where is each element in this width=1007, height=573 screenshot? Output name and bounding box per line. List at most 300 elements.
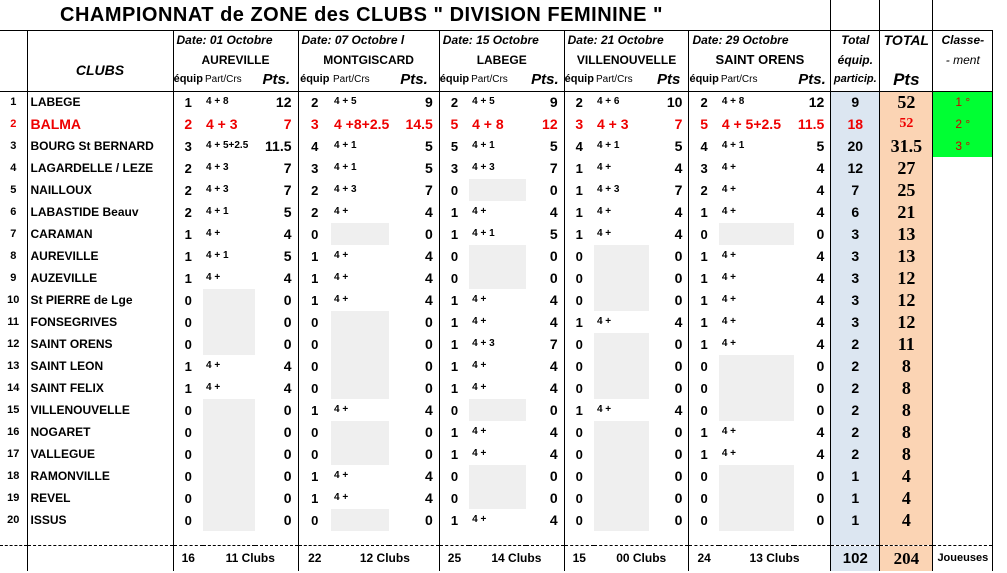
table-row: [0, 157, 993, 179]
equip-cell: 0: [575, 358, 583, 374]
table-row: [0, 245, 993, 267]
club-name: SAINT LEON: [27, 355, 173, 377]
total-equip-cell: 2: [831, 355, 880, 377]
pts-cell: 12: [255, 91, 298, 113]
total-equip-cell: 1: [831, 487, 880, 509]
pts-cell: 0: [649, 509, 689, 531]
pts-cell: 4: [389, 399, 439, 421]
pts-cell: 11.5: [794, 113, 831, 135]
clubs-header: CLUBS: [27, 50, 173, 91]
total-pts-cell: 4: [880, 509, 933, 531]
equip-cell: 0: [450, 402, 459, 418]
equip-cell: 0: [311, 358, 319, 374]
location-2: MONTGISCARD: [298, 50, 439, 69]
equip-cell: 1: [700, 270, 708, 286]
pts-cell: 4: [526, 421, 564, 443]
partcrs-cell: [719, 377, 794, 399]
pts-cell: 9: [526, 91, 564, 113]
footer-participants: 15: [572, 551, 586, 566]
total-equip-cell: 3: [831, 267, 880, 289]
partcrs-cell: 4 +: [472, 448, 487, 459]
pts-cell: 4: [389, 201, 439, 223]
partcrs-cell: 4 +: [721, 316, 736, 327]
equip-cell: 1: [450, 512, 459, 528]
pts-cell: 0: [649, 487, 689, 509]
pts-cell: 4: [794, 267, 831, 289]
equip-cell: 2: [311, 182, 319, 198]
pts-cell: 4: [649, 311, 689, 333]
partcrs-cell: [203, 487, 255, 509]
partcrs-cell: [594, 509, 649, 531]
pts-cell: 4: [255, 355, 298, 377]
partcrs-cell: 4 +: [721, 250, 736, 261]
club-name: SAINT FELIX: [27, 377, 173, 399]
equip-cell: 1: [184, 94, 192, 110]
partcrs-cell: 4 + 3: [472, 338, 495, 349]
club-name: NOGARET: [27, 421, 173, 443]
equip-cell: 1: [575, 182, 583, 198]
partcrs-cell: [719, 399, 794, 421]
pts-cell: 4: [794, 245, 831, 267]
partcrs-cell: [331, 443, 389, 465]
classement-cell: 1 °: [933, 91, 993, 113]
partcrs-cell: [203, 509, 255, 531]
partcrs-cell: 4 +: [596, 162, 612, 173]
table-row: [0, 91, 993, 113]
classement-cell: [933, 421, 993, 443]
pts-cell: 12: [794, 91, 831, 113]
total-pts-cell: 4: [880, 465, 933, 487]
partcrs-cell: 4 + 3: [596, 116, 629, 132]
equip-cell: 1: [450, 446, 459, 462]
equip-cell: 0: [575, 270, 583, 286]
pts-cell: 0: [649, 333, 689, 355]
club-name: REVEL: [27, 487, 173, 509]
partcrs-cell: 4 + 1: [334, 162, 357, 173]
footer-total: 102: [831, 545, 880, 571]
pts-cell: 0: [389, 223, 439, 245]
partcrs-cell: [594, 443, 649, 465]
classement-cell: 2 °: [933, 113, 993, 135]
pts-cell: 7: [255, 179, 298, 201]
total-pts-cell: 31.5: [880, 135, 933, 157]
pts-cell: 4: [255, 223, 298, 245]
total-equip-cell: 2: [831, 421, 880, 443]
partcrs-cell: [594, 421, 649, 443]
pts-cell: 0: [794, 465, 831, 487]
pts-cell: 4: [526, 201, 564, 223]
pts-cell: 4: [794, 421, 831, 443]
rank-cell: 15: [0, 399, 27, 421]
total-pts-cell: 11: [880, 333, 933, 355]
total-equip-cell: 3: [831, 245, 880, 267]
partcrs-cell: [331, 355, 389, 377]
partcrs-cell: 4 + 5: [334, 96, 357, 108]
equip-cell: 1: [184, 248, 192, 264]
equip-cell: 1: [575, 402, 583, 418]
partcrs-cell: [594, 289, 649, 311]
total-equip-cell: 3: [831, 311, 880, 333]
equip-cell: 2: [311, 204, 319, 220]
partcrs-cell: [331, 223, 389, 245]
partcrs-cell: 4 + 1: [334, 140, 357, 151]
partcrs-cell: 4 + 3: [206, 162, 229, 173]
pts-cell: 4: [526, 443, 564, 465]
partcrs-cell: [719, 509, 794, 531]
pts-cell: 4: [649, 399, 689, 421]
rank-cell: 20: [0, 509, 27, 531]
footer-clubs: 00 Clubs: [594, 545, 689, 571]
rank-cell: 1: [0, 91, 27, 113]
total-pts-cell: 13: [880, 245, 933, 267]
pts-cell: 4: [794, 333, 831, 355]
equip-cell: 1: [311, 248, 319, 264]
equip-cell: 0: [311, 314, 319, 330]
rank-cell: 2: [0, 113, 27, 135]
rank-cell: 14: [0, 377, 27, 399]
pts-cell: 7: [255, 113, 298, 135]
equip-cell: 0: [184, 468, 192, 484]
equip-cell: 4: [311, 138, 319, 154]
equip-cell: 1: [311, 402, 319, 418]
pts-cell: 0: [255, 399, 298, 421]
table-row: [0, 289, 993, 311]
partcrs-cell: [203, 311, 255, 333]
total-pts-cell: 8: [880, 443, 933, 465]
partcrs-cell: 4 + 8: [206, 96, 229, 108]
equip-cell: 1: [700, 248, 708, 264]
footer-clubs: 12 Clubs: [331, 545, 439, 571]
pts-cell: 0: [526, 267, 564, 289]
pts-cell: 0: [255, 333, 298, 355]
partcrs-cell: 4 +: [721, 426, 736, 437]
equip-cell: 1: [575, 314, 583, 330]
footer-participants: 24: [697, 551, 711, 566]
partcrs-cell: [469, 267, 526, 289]
partcrs-cell: [203, 443, 255, 465]
total-pts-cell: 25: [880, 179, 933, 201]
equip-cell: 0: [575, 446, 583, 462]
classement-cell: [933, 179, 993, 201]
classement-cell: [933, 487, 993, 509]
partcrs-cell: 4 +: [334, 404, 349, 415]
partcrs-cell: 4 +: [721, 294, 736, 305]
equip-cell: 1: [450, 292, 459, 308]
total-equip-cell: 18: [831, 113, 880, 135]
partcrs-cell: [203, 289, 255, 311]
pts-cell: 5: [526, 135, 564, 157]
equip-cell: 1: [311, 292, 319, 308]
partcrs-cell: [469, 245, 526, 267]
club-name: FONSEGRIVES: [27, 311, 173, 333]
equip-cell: 0: [184, 512, 192, 528]
equip-cell: 0: [184, 314, 192, 330]
equip-cell: 1: [700, 424, 708, 440]
partcrs-cell: [719, 465, 794, 487]
total-equip-cell: 20: [831, 135, 880, 157]
total-equip-cell: 6: [831, 201, 880, 223]
partcrs-cell: 4 + 1: [472, 228, 495, 239]
rank-cell: 16: [0, 421, 27, 443]
partcrs-cell: [469, 179, 526, 201]
total-pts-cell: 8: [880, 421, 933, 443]
pts-cell: 4: [526, 311, 564, 333]
partcrs-cell: 4 +: [206, 360, 221, 371]
total-equip-cell: 9: [831, 91, 880, 113]
partcrs-cell: 4 +: [206, 228, 221, 239]
table-row: [0, 135, 993, 157]
total-pts-cell: 8: [880, 355, 933, 377]
partcrs-cell: 4 +: [472, 382, 487, 393]
club-name: BALMA: [27, 113, 173, 135]
pts-cell: 5: [255, 245, 298, 267]
equip-cell: 4: [700, 138, 708, 154]
total-pts-cell: 4: [880, 487, 933, 509]
classement-cell: [933, 201, 993, 223]
equip-cell: 0: [700, 468, 708, 484]
table-row: [0, 509, 993, 531]
pts-cell: 4: [526, 289, 564, 311]
pts-cell: 0: [794, 509, 831, 531]
partcrs-cell: [594, 333, 649, 355]
equip-cell: 0: [700, 402, 708, 418]
pts-cell: 12: [526, 113, 564, 135]
equip-cell: 1: [700, 204, 708, 220]
equip-cell: 0: [575, 512, 583, 528]
total-pts-cell: 52: [880, 91, 933, 113]
location-1: AUREVILLE: [173, 50, 298, 69]
partcrs-cell: [594, 245, 649, 267]
pts-cell: 4: [794, 179, 831, 201]
equip-cell: 0: [450, 270, 459, 286]
partcrs-cell: [594, 487, 649, 509]
total-equip-cell: 2: [831, 377, 880, 399]
rank-cell: 6: [0, 201, 27, 223]
pts-cell: 0: [794, 487, 831, 509]
partcrs-cell: [203, 333, 255, 355]
partcrs-cell: 4 +: [596, 316, 612, 327]
equip-cell: 0: [184, 490, 192, 506]
pts-cell: 4: [526, 377, 564, 399]
pts-cell: 4: [389, 267, 439, 289]
equip-cell: 0: [575, 292, 583, 308]
equip-cell: 1: [450, 226, 459, 242]
total-header: Total: [831, 30, 880, 50]
table-row: [0, 223, 993, 245]
equip-cell: 4: [575, 138, 583, 154]
total-pts-cell: 27: [880, 157, 933, 179]
club-name: AUREVILLE: [27, 245, 173, 267]
rank-cell: 4: [0, 157, 27, 179]
equip-cell: 1: [184, 358, 192, 374]
partcrs-cell: 4 + 1: [472, 140, 495, 151]
pts-cell: 5: [649, 135, 689, 157]
pts-cell: 0: [526, 399, 564, 421]
partcrs-cell: 4 +8+2.5: [334, 116, 390, 132]
club-name: BOURG St BERNARD: [27, 135, 173, 157]
classement-header: Classe-: [933, 30, 993, 50]
equip-cell: 2: [184, 160, 192, 176]
pts-cell: 0: [649, 267, 689, 289]
pts-cell: 0: [649, 421, 689, 443]
partcrs-cell: 4 +: [721, 184, 736, 195]
total-pts-cell: 12: [880, 289, 933, 311]
pts-cell: 0: [649, 465, 689, 487]
partcrs-cell: 4 + 3: [206, 184, 229, 195]
partcrs-cell: 4 + 6: [596, 96, 620, 108]
equip-cell: 0: [575, 490, 583, 506]
rank-cell: 7: [0, 223, 27, 245]
table-row: [0, 113, 993, 135]
classement-cell: [933, 377, 993, 399]
table-row: [0, 311, 993, 333]
total-pts-cell: 8: [880, 377, 933, 399]
pts-cell: 5: [794, 135, 831, 157]
partcrs-cell: 4 + 5+2.5: [721, 116, 781, 132]
equip-cell: 0: [700, 226, 708, 242]
total-equip-cell: 1: [831, 509, 880, 531]
pts-cell: 0: [794, 377, 831, 399]
equip-cell: 0: [700, 358, 708, 374]
equip-cell: 2: [700, 94, 708, 110]
pts-cell: 0: [389, 443, 439, 465]
club-name: SAINT ORENS: [27, 333, 173, 355]
classement-cell: [933, 157, 993, 179]
partcrs-cell: [469, 487, 526, 509]
club-name: CARAMAN: [27, 223, 173, 245]
equip-cell: 0: [311, 424, 319, 440]
equip-cell: 1: [575, 160, 583, 176]
pts-cell: 0: [649, 355, 689, 377]
partcrs-cell: 4 + 8: [472, 116, 504, 132]
equip-cell: 2: [184, 204, 192, 220]
club-name: RAMONVILLE: [27, 465, 173, 487]
pts-cell: 7: [389, 179, 439, 201]
partcrs-cell: [594, 377, 649, 399]
footer-totalpts: 204: [880, 545, 933, 571]
pts-cell: 4: [649, 157, 689, 179]
footer-clubs: 14 Clubs: [469, 545, 564, 571]
pts-cell: 9: [389, 91, 439, 113]
equip-cell: 1: [450, 358, 459, 374]
footer-row: [0, 545, 993, 571]
equip-cell: 1: [450, 424, 459, 440]
total-equip-cell: 3: [831, 223, 880, 245]
equip-cell: 1: [700, 336, 708, 352]
total-pts-cell: 21: [880, 201, 933, 223]
equip-cell: 1: [450, 204, 459, 220]
equip-cell: 5: [450, 138, 459, 154]
partcrs-cell: 4 +: [334, 294, 349, 305]
pts-cell: 0: [255, 421, 298, 443]
pts-cell: 5: [389, 135, 439, 157]
rank-cell: 12: [0, 333, 27, 355]
pts-cell: 4: [526, 509, 564, 531]
equip-cell: 1: [311, 490, 319, 506]
partcrs-cell: [594, 355, 649, 377]
pts-cell: 7: [649, 113, 689, 135]
partcrs-cell: 4 +: [721, 338, 736, 349]
page-title: CHAMPIONNAT de ZONE des CLUBS " DIVISION FEMININE ": [0, 0, 831, 30]
partcrs-cell: [203, 421, 255, 443]
classement-cell: [933, 399, 993, 421]
pts-cell: 0: [389, 311, 439, 333]
equip-cell: 2: [184, 182, 192, 198]
footer-clubs: 11 Clubs: [203, 545, 298, 571]
total-pts-cell: 8: [880, 399, 933, 421]
equip-cell: 5: [700, 116, 709, 132]
pts-cell: 0: [255, 509, 298, 531]
equip-cell: 1: [184, 226, 192, 242]
equip-cell: 0: [184, 336, 192, 352]
rank-cell: 10: [0, 289, 27, 311]
equip-cell: 0: [184, 292, 192, 308]
total-equip-cell: 7: [831, 179, 880, 201]
pts-cell: 0: [255, 465, 298, 487]
club-name: VALLEGUE: [27, 443, 173, 465]
equip-cell: 1: [700, 292, 708, 308]
equip-cell: 5: [450, 116, 459, 132]
equip-cell: 2: [311, 94, 319, 110]
date-4: Date: 21 Octobre: [564, 30, 689, 50]
partcrs-cell: 4 +: [472, 360, 487, 371]
pts-cell: 0: [389, 421, 439, 443]
date-3: Date: 15 Octobre: [439, 30, 564, 50]
equip-cell: 2: [450, 94, 459, 110]
table-row: [0, 399, 993, 421]
partcrs-cell: 4 + 3: [596, 184, 620, 195]
location-3: LABEGE: [439, 50, 564, 69]
club-name: St PIERRE de Lge: [27, 289, 173, 311]
partcrs-cell: 4 + 1: [206, 250, 229, 261]
partcrs-cell: 4 +: [721, 272, 736, 283]
pts-cell: 4: [794, 157, 831, 179]
classement-cell: [933, 443, 993, 465]
club-name: LABEGE: [27, 91, 173, 113]
equip-cell: 0: [184, 424, 192, 440]
club-name: LAGARDELLE / LEZE: [27, 157, 173, 179]
partcrs-cell: 4 +: [721, 206, 736, 217]
total-equip-cell: 1: [831, 465, 880, 487]
table-row: [0, 465, 993, 487]
partcrs-cell: 4 + 3: [334, 184, 357, 195]
equip-cell: 3: [450, 160, 459, 176]
total-pts-cell: 13: [880, 223, 933, 245]
rank-cell: 18: [0, 465, 27, 487]
pts-cell: 0: [526, 245, 564, 267]
pts-cell: 4: [794, 311, 831, 333]
equip-cell: 0: [575, 336, 583, 352]
classement-cell: [933, 465, 993, 487]
pts-cell: 5: [526, 223, 564, 245]
partcrs-cell: [594, 465, 649, 487]
pts-cell: 0: [255, 443, 298, 465]
pts-cell: 0: [794, 355, 831, 377]
partcrs-cell: [331, 311, 389, 333]
total-equip-cell: 3: [831, 289, 880, 311]
pts-cell: 0: [255, 289, 298, 311]
pts-cell: 4: [389, 289, 439, 311]
classement-cell: [933, 223, 993, 245]
pts-cell: 0: [389, 355, 439, 377]
equip-cell: 0: [311, 226, 319, 242]
equip-cell: 1: [311, 468, 319, 484]
location-5: SAINT ORENS: [689, 50, 831, 69]
rank-cell: 13: [0, 355, 27, 377]
equip-cell: 0: [700, 490, 708, 506]
equip-cell: 1: [450, 336, 459, 352]
classement-cell: [933, 245, 993, 267]
